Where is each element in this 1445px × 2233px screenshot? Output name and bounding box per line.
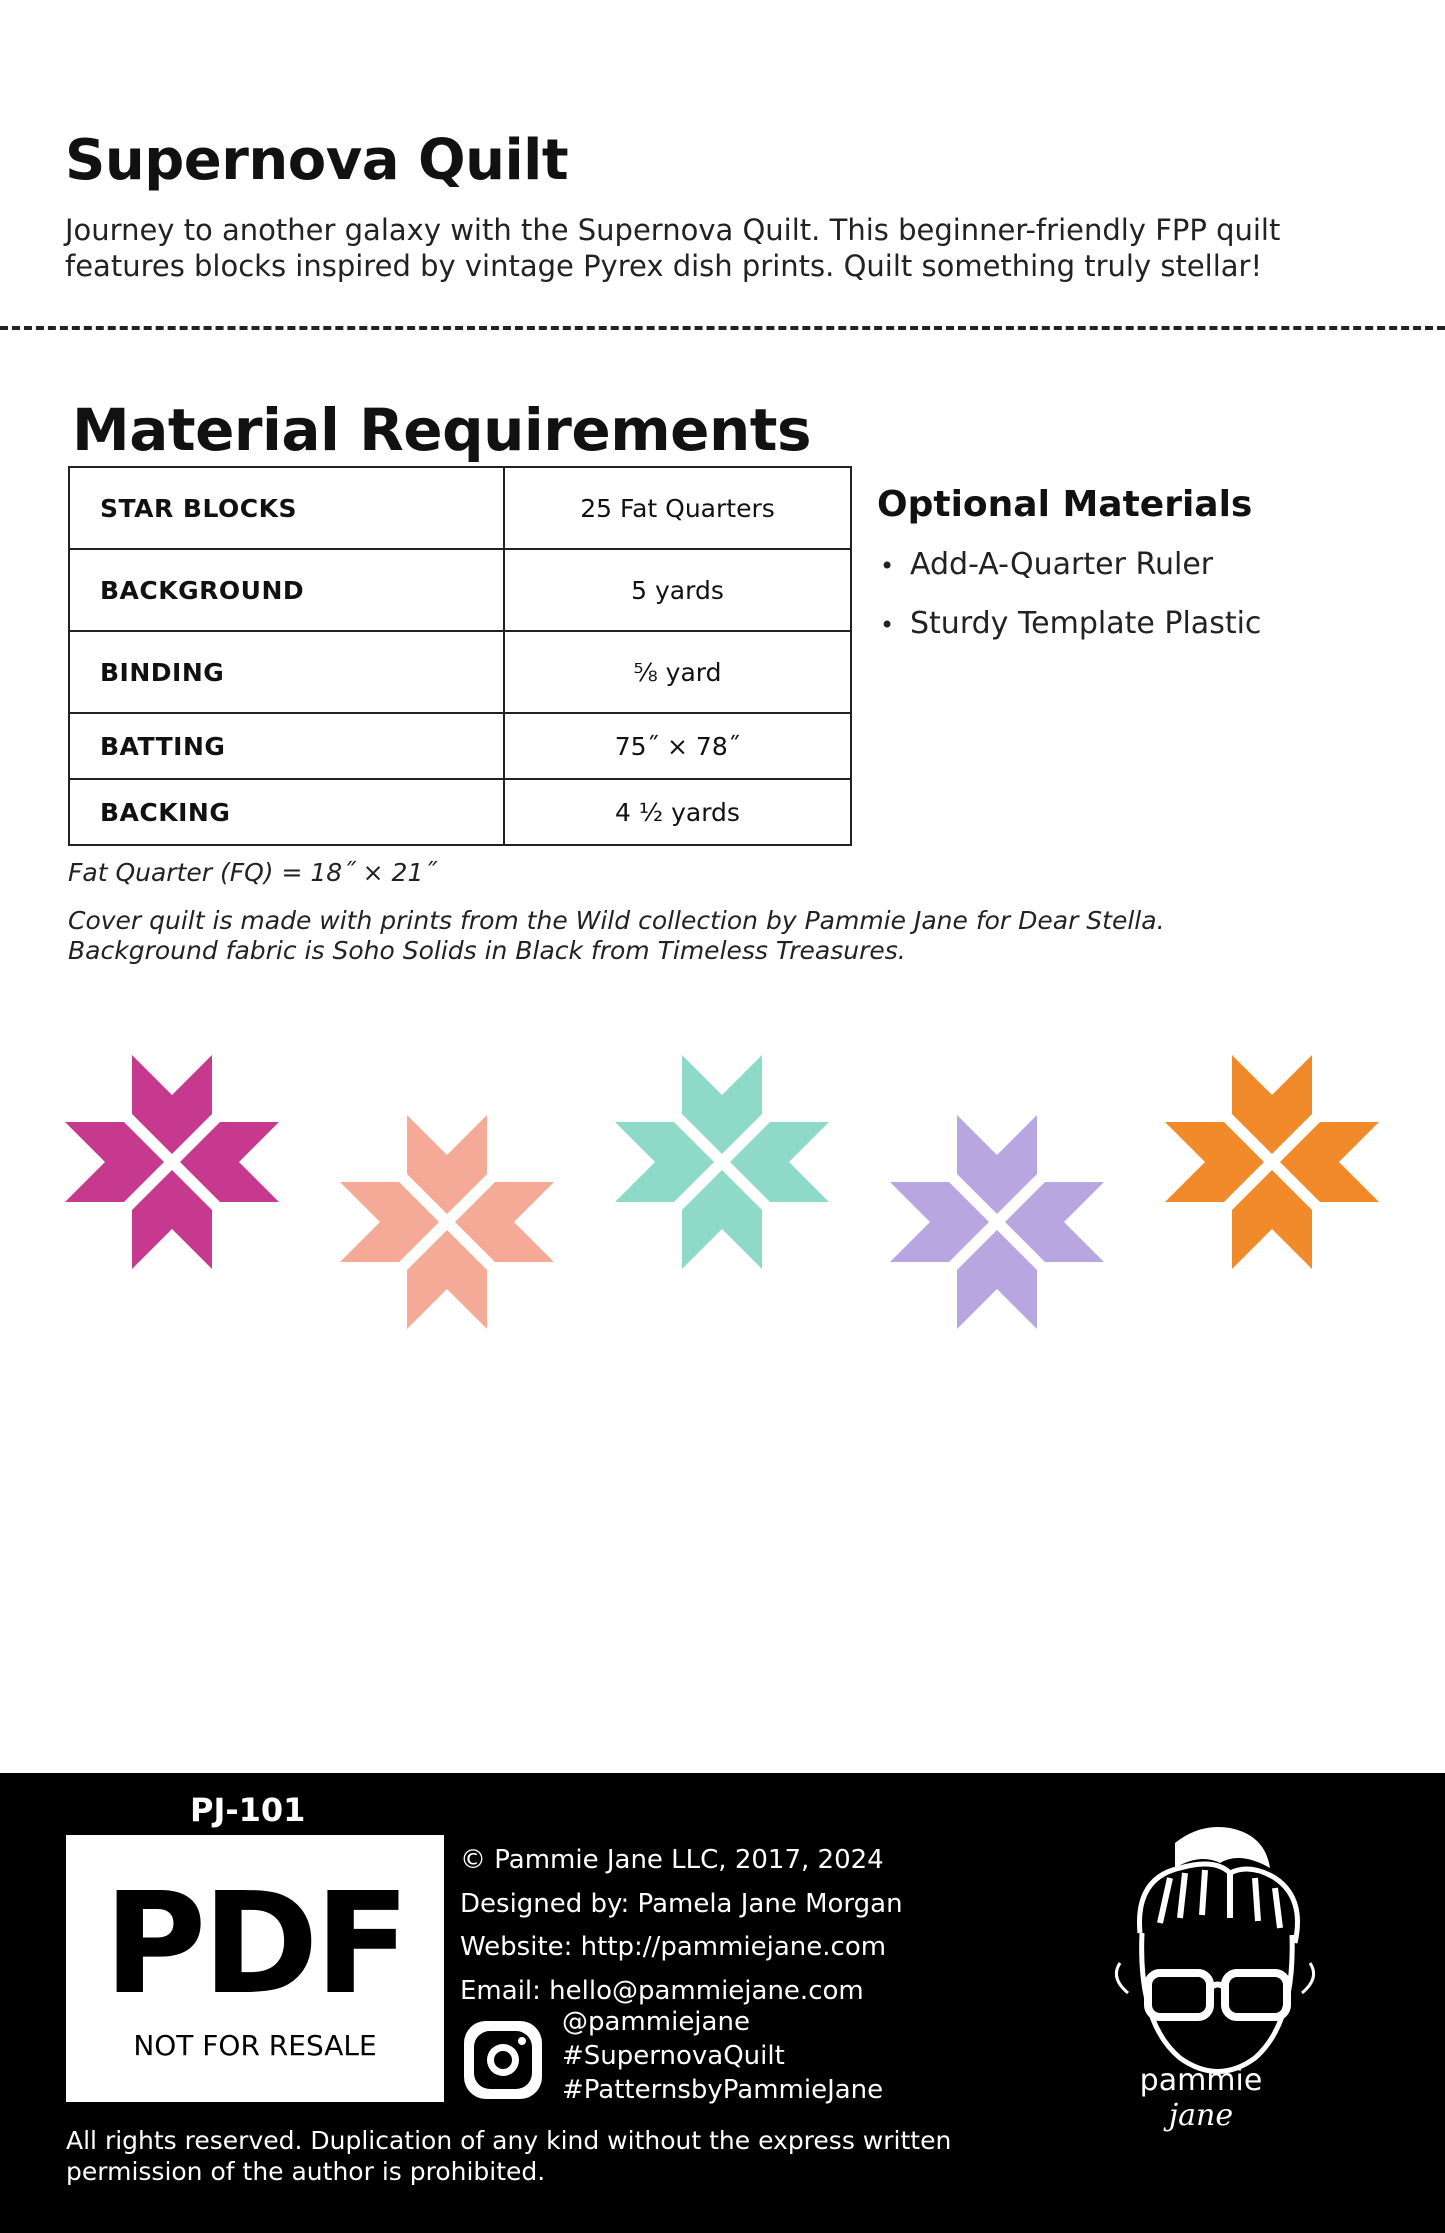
table-row [69,631,851,713]
hashtag-supernova: #SupernovaQuilt [562,2041,785,2071]
table-row [69,549,851,631]
list-item-text: Sturdy Template Plastic [910,606,1262,641]
row-label: BATTING [69,713,504,779]
star-block [340,1115,554,1329]
star-arm [407,1115,487,1214]
intro-text: Journey to another galaxy with the Supernova Quilt. This beginner-friendly FPP quilt features blocks inspired by vintage Pyrex dish prints. Quilt something truly stellar! [65,213,1281,283]
row-value: ⅝ yard [504,631,851,713]
dashed-divider [0,326,1445,330]
not-for-resale-label: NOT FOR RESALE [133,2029,377,2062]
star-arm [890,1182,989,1262]
star-blocks [0,1040,1445,1340]
cover-note: Cover quilt is made with prints from the Wild collection by Pammie Jane for Dear Stella. Background fabric is Soho Solids in Black from Timeless Treasures. [68,906,1165,965]
optional-list [880,536,1261,654]
star-arm [730,1122,829,1202]
star-arm [682,1055,762,1154]
instagram-icon [460,2017,546,2103]
row-value: 5 yards [504,549,851,631]
rights-text: All rights reserved. Duplication of any kind without the express written permission of the author is prohibited. [66,2126,952,2186]
row-label: BACKGROUND [69,549,504,631]
materials-heading: Material Requirements [72,396,812,464]
star-arm [65,1122,164,1202]
star-arm [957,1230,1037,1329]
sku-label: PJ-101 [190,1791,306,1829]
star-arm [132,1170,212,1269]
row-value: 4 ½ yards [504,779,851,845]
pdf-badge [66,1835,444,2102]
materials-table [68,466,852,846]
row-value: 25 Fat Quarters [504,467,851,549]
fat-quarter-note: Fat Quarter (FQ) = 18˝ × 21˝ [68,858,436,887]
row-label: BACKING [69,779,504,845]
bullet-icon: • [880,611,895,639]
bullet-icon: • [880,552,895,580]
star-arm [455,1182,554,1262]
star-arm [1280,1122,1379,1202]
star-block [890,1115,1104,1329]
list-item [880,536,1261,595]
table-row [69,779,851,845]
optional-heading: Optional Materials [877,484,1253,525]
row-value: 75˝ × 78˝ [504,713,851,779]
website-link[interactable]: Website: http://pammiejane.com [460,1932,887,1962]
row-label: STAR BLOCKS [69,467,504,549]
star-arm [615,1122,714,1202]
star-arm [1165,1122,1264,1202]
star-arm [957,1115,1037,1214]
star-arm [132,1055,212,1154]
star-arm [180,1122,279,1202]
star-block [615,1055,829,1269]
star-arm [1232,1170,1312,1269]
star-block [65,1055,279,1269]
social-handles [562,2005,883,2107]
table-row [69,467,851,549]
page-title: Supernova Quilt [65,128,569,193]
footer [0,1773,1445,2233]
star-arm [682,1170,762,1269]
logo-wordmark: pammie [1139,2063,1263,2098]
list-item-text: Add-A-Quarter Ruler [910,547,1214,582]
copyright-text: © Pammie Jane LLC, 2017, 2024 [460,1845,884,1875]
hashtag-patterns: #PatternsbyPammieJane [562,2075,884,2105]
contact-info [460,1839,903,2013]
email-link[interactable]: Email: hello@pammiejane.com [460,1975,864,2006]
designer-text: Designed by: Pamela Jane Morgan [460,1888,903,1919]
star-arm [340,1182,439,1262]
list-item [880,595,1261,654]
instagram-handle[interactable]: @pammiejane [562,2007,750,2037]
star-block [1165,1055,1379,1269]
star-arm [1232,1055,1312,1154]
star-arm [407,1230,487,1329]
pdf-label: PDF [103,1863,407,2026]
row-label: BINDING [69,631,504,713]
star-arm [1005,1182,1104,1262]
logo-script: jane [1168,2098,1234,2133]
table-row [69,713,851,779]
